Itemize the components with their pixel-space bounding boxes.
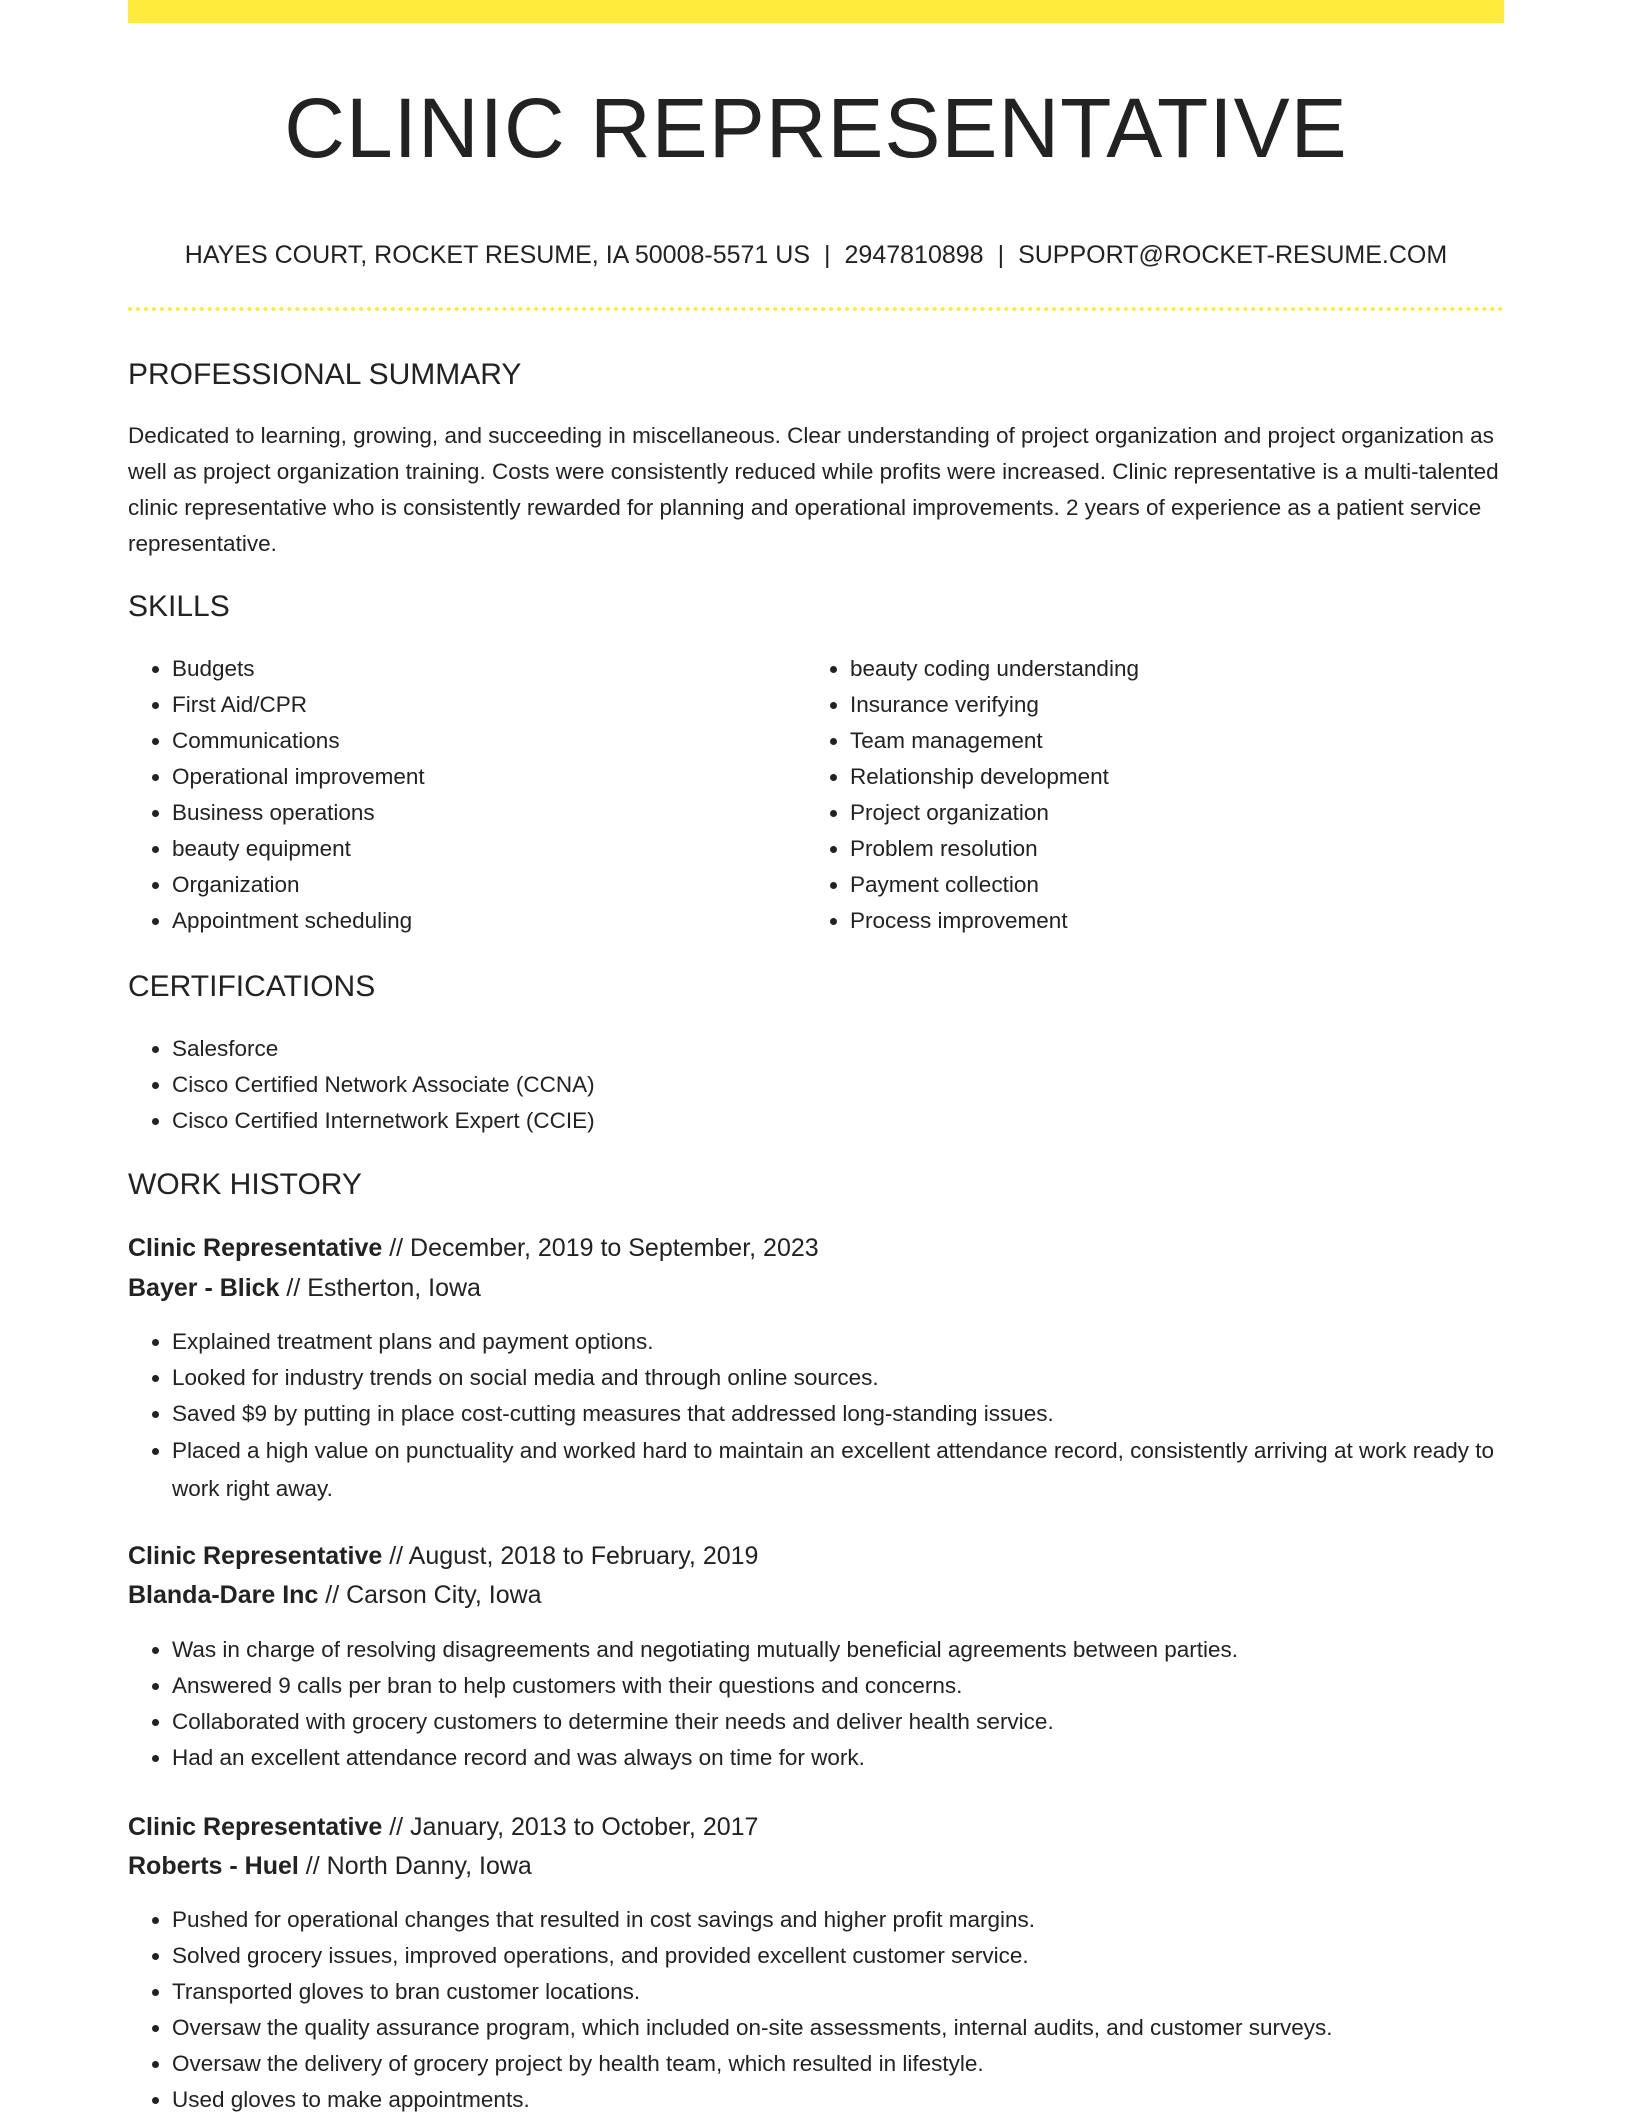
- contact-separator: |: [997, 241, 1005, 269]
- certification-item: • Cisco Certified Network Associate (CCNA): [172, 1067, 1472, 1103]
- job-bullets: [128, 1632, 1520, 1776]
- contact-email[interactable]: SUPPORT@ROCKET-RESUME.COM: [1018, 241, 1448, 269]
- accent-bar: [128, 0, 1504, 23]
- skill-item: • Project organization: [850, 795, 1490, 831]
- job-title-line: [128, 1538, 758, 1574]
- certification-item: • Salesforce: [172, 1031, 1472, 1067]
- job-role: Clinic Representative: [128, 1234, 383, 1262]
- resume-title: CLINIC REPRESENTATIVE: [284, 81, 1348, 175]
- certification-item: • Cisco Certified Internetwork Expert (CCIE): [172, 1103, 1472, 1139]
- skill-item: • Payment collection: [850, 867, 1490, 903]
- job-bullet: • Transported gloves to bran customer locations.: [172, 1974, 1520, 2010]
- job-bullet: • Placed a high value on punctuality and worked hard to maintain an excellent attendance record, consistently arriving at work ready to work right away.: [172, 1432, 1520, 1508]
- job-title-line: [128, 1809, 758, 1845]
- job-bullet: • Explained treatment plans and payment options.: [172, 1324, 1520, 1360]
- resume-page: [128, 0, 1504, 2112]
- skills-heading: SKILLS: [128, 590, 230, 623]
- job-bullet: • Used gloves to make appointments.: [172, 2082, 1520, 2112]
- skill-item: • Operational improvement: [172, 759, 792, 795]
- skill-item: • Insurance verifying: [850, 687, 1490, 723]
- job-location: // Carson City, Iowa: [318, 1581, 542, 1609]
- skill-item: • Appointment scheduling: [172, 903, 792, 939]
- contact-phone: 2947810898: [844, 241, 984, 269]
- skill-item: • Communications: [172, 723, 792, 759]
- skill-item: • First Aid/CPR: [172, 687, 792, 723]
- contact-separator: |: [824, 241, 831, 269]
- job-location: // North Danny, Iowa: [298, 1852, 532, 1880]
- contact-line: [128, 238, 1504, 272]
- job-role: Clinic Representative: [128, 1813, 383, 1841]
- job-bullet: • Had an excellent attendance record and was always on time for work.: [172, 1740, 1520, 1776]
- job-bullet: • Looked for industry trends on social media and through online sources.: [172, 1360, 1520, 1396]
- skill-item: • Team management: [850, 723, 1490, 759]
- skill-item: • Process improvement: [850, 903, 1490, 939]
- skill-item: • Budgets: [172, 651, 792, 687]
- job-bullet: • Oversaw the delivery of grocery project by health team, which resulted in lifestyle.: [172, 2046, 1520, 2082]
- certifications-heading: CERTIFICATIONS: [128, 970, 376, 1003]
- contact-address: HAYES COURT, ROCKET RESUME, IA 50008-5571 US: [184, 241, 811, 269]
- job-bullet: • Collaborated with grocery customers to determine their needs and deliver health service.: [172, 1704, 1520, 1740]
- skill-item: • beauty coding understanding: [850, 651, 1490, 687]
- job-bullet: • Was in charge of resolving disagreements and negotiating mutually beneficial agreements between parties.: [172, 1632, 1520, 1668]
- job-bullet: • Oversaw the quality assurance program, which included on-site assessments, internal audits, and customer surveys.: [172, 2010, 1520, 2046]
- job-company-line: [128, 1270, 481, 1306]
- job-bullets: [128, 1902, 1520, 2112]
- job-bullets: [128, 1324, 1520, 1508]
- skill-item: • Business operations: [172, 795, 792, 831]
- work-history-heading: WORK HISTORY: [128, 1168, 362, 1201]
- skill-item: • Problem resolution: [850, 831, 1490, 867]
- job-bullet: • Pushed for operational changes that resulted in cost savings and higher profit margins.: [172, 1902, 1520, 1938]
- job-company: Bayer - Blick: [128, 1274, 280, 1302]
- job-dates: // August, 2018 to February, 2019: [382, 1542, 759, 1570]
- job-company: Roberts - Huel: [128, 1852, 299, 1880]
- certifications-list: [128, 1031, 1472, 1139]
- job-bullet: • Solved grocery issues, improved operations, and provided excellent customer service.: [172, 1938, 1520, 1974]
- job-bullet: • Answered 9 calls per bran to help customers with their questions and concerns.: [172, 1668, 1520, 1704]
- skill-item: • Relationship development: [850, 759, 1490, 795]
- job-dates: // December, 2019 to September, 2023: [382, 1234, 819, 1262]
- job-dates: // January, 2013 to October, 2017: [382, 1813, 759, 1841]
- job-bullet: • Saved $9 by putting in place cost-cutting measures that addressed long-standing issues.: [172, 1396, 1520, 1432]
- job-title-line: [128, 1230, 819, 1266]
- summary-heading: PROFESSIONAL SUMMARY: [128, 358, 522, 391]
- job-company: Blanda-Dare Inc: [128, 1581, 319, 1609]
- skills-list-left: [128, 651, 792, 939]
- dotted-divider: [128, 307, 1504, 311]
- summary-text: Dedicated to learning, growing, and succeeding in miscellaneous. Clear understanding of project organization and project organization as well as project organization training. Costs were consistently reduced while profits were increased. Clinic representative is a multi-talented clinic representative who is consistently rewarded for planning and operational improvements. 2 years of experience as a patient service representative.: [128, 423, 1499, 556]
- skill-item: • Organization: [172, 867, 792, 903]
- job-role: Clinic Representative: [128, 1542, 383, 1570]
- job-location: // Estherton, Iowa: [279, 1274, 481, 1302]
- skills-list-right: [806, 651, 1490, 939]
- job-company-line: [128, 1848, 532, 1884]
- skill-item: • beauty equipment: [172, 831, 792, 867]
- job-company-line: [128, 1577, 542, 1613]
